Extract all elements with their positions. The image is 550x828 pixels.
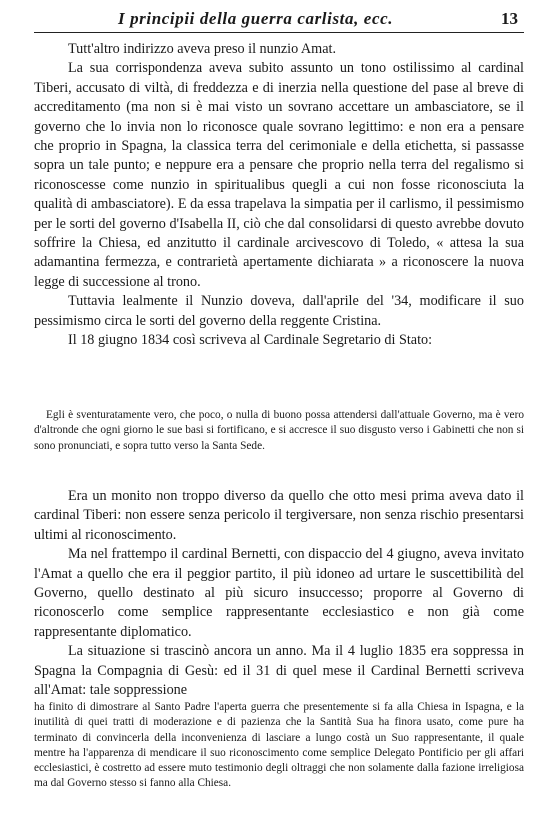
paragraph-3: Tuttavia lealmente il Nunzio doveva, dall'aprile del '34, modificare il suo pessimismo circa le sorti del governo della reggente Cristina. [34, 293, 524, 329]
paragraph-2: La sua corrispondenza aveva subito assunto un tono ostilissimo al cardinal Tiberi, accusato di viltà, di freddezza e di inerzia nella questione del pase al breve di accreditamento (ma non si è mai visto un sovrano accettare un ambasciatore, se il governo che lo invia non lo riconosce quale sovrano legittimo: e non era a pensare che proprio in Spagna, la classica terra del cerimoniale e della etichetta, si passasse sopra un tale punto; e neppure era a pensare che proprio nella terra del regalismo si riconoscesse come nunzio in spiritualibus quegli a cui non fosse riconosciuta la qualità di ambasciatore). E da essa trapelava la simpatia per il carlismo, il pessimismo per le sorti del governo d'Isabella II, ciò che dal consolidarsi di questo avrebbe dovuto soffrire la Chiesa, ed anzitutto il cardinale arcivescovo di Toledo, « attesa la sua adamantina fermezza, e contrarietà apertamente dichiarata » a riconoscere la nuova legge di successione al trono. [34, 60, 524, 290]
main-text-block-2 [34, 487, 524, 700]
quote-1: Egli è sventuratamente vero, che poco, o nulla di buono possa attendersi dall'attuale Governo, ma è vero d'altronde che ogni giorno le sue basi si fortificano, e si accresce il suo disgusto verso i Gabinetti che non si sono pronunciati, e sopra tutto verso la Santa Sede. [34, 409, 524, 452]
quote-2: ha finito di dimostrare al Santo Padre l'aperta guerra che presentemente si fa alla Chiesa in Ispagna, e la inutilità di quei tratti di moderazione e di pazienza che la Santità Sua ha finora usato, come pure ha terminato di convincerla della inconvenienza di lasciare a lungo costà un Suo rappresentante, il quale mentre ha l'apparenza di mendicare il suo riconoscimento come semplice Delegato Pontificio per gli affari ecclesiastici, è costretto ad essere muto testimonio degli oltraggi che non solamente dalla fazione irreligiosa ma dal Governo stesso si fanno alla Chiesa. [34, 701, 524, 790]
block-quote-1 [34, 408, 524, 454]
running-header [34, 6, 524, 33]
paragraph-1: Tutt'altro indirizzo aveva preso il nunzio Amat. [68, 41, 336, 57]
main-text-block-1 [34, 40, 524, 351]
paragraph-6: Ma nel frattempo il cardinal Bernetti, con dispaccio del 4 giugno, aveva invitato l'Amat a quello che era il peggior partito, il più idoneo ad urtare le suscettibilità del Governo, quello destinato al più sicuro insuccesso; proporre al Governo di riconoscerlo come semplice rappresentante ecclesiastico e non già come rappresentante diplomatico. [34, 546, 524, 640]
paragraph-5: Era un monito non troppo diverso da quello che otto mesi prima aveva dato il cardinal Tiberi: non essere senza pericolo il tergiversare, non senza rischio presentarsi ultimi al riconoscimento. [34, 488, 524, 543]
paragraph-7: La situazione si trascinò ancora un anno. Ma il 4 luglio 1835 era soppressa in Spagna la Compagnia di Gesù: ed il 31 di quel mese il Cardinal Bernetti scriveva all'Amat: tale soppressione [34, 643, 524, 699]
running-title: I principii della guerra carlista, ecc. [118, 9, 394, 28]
page-number: 13 [501, 9, 518, 28]
block-quote-2 [34, 700, 524, 792]
paragraph-4: Il 18 giugno 1834 così scriveva al Cardinale Segretario di Stato: [68, 332, 433, 349]
